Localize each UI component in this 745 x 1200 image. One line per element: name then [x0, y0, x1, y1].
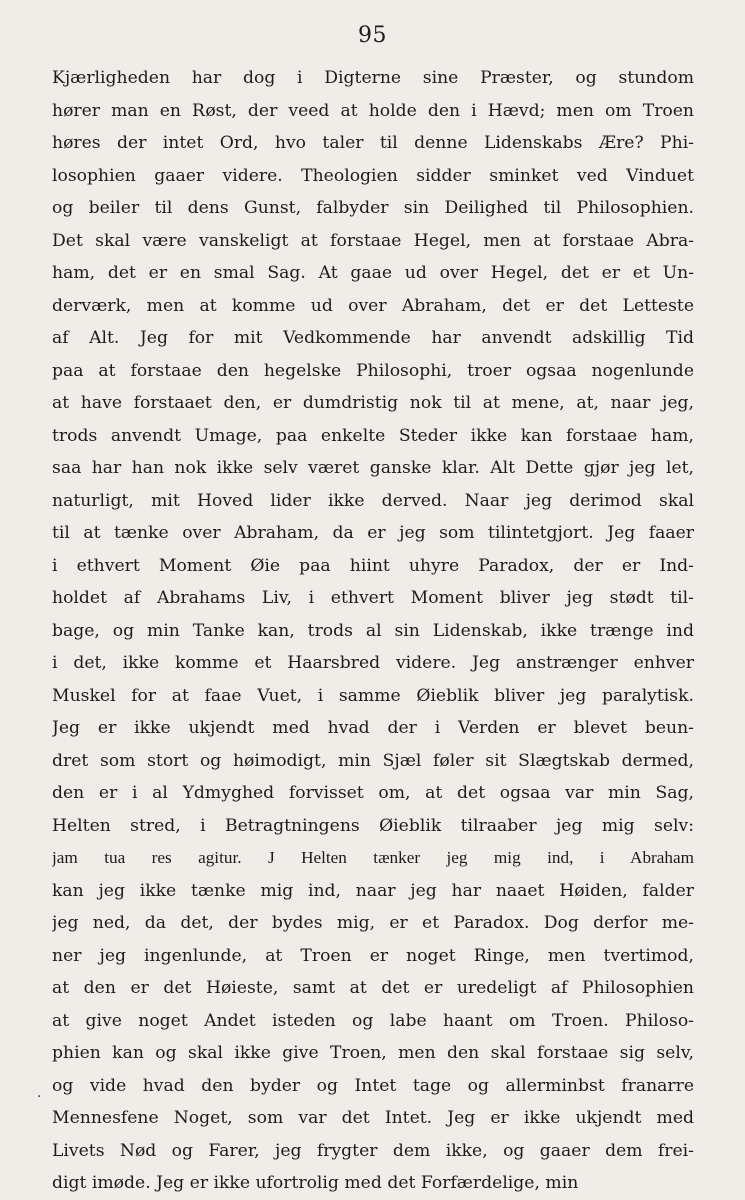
text-line: og beiler til dens Gunst, falbyder sin Deilighed til Philosophien. — [52, 198, 694, 218]
text-line: saa har han nok ikke selv været ganske klar. Alt Dette gjør jeg let, — [52, 458, 694, 478]
text-line: jam tua res agitur. J Helten tænker jeg mig ind, i Abraham — [52, 848, 694, 867]
text-line: i ethvert Moment Øie paa hiint uhyre Paradox, der er Ind- — [52, 555, 694, 576]
text-line: at have forstaaet den, er dumdristig nok til at mene, at, naar jeg, — [52, 393, 694, 413]
text-line: holdet af Abrahams Liv, i ethvert Moment bliver jeg stødt til- — [52, 588, 694, 608]
text-line: Mennesfene Noget, som var det Intet. Jeg er ikke ukjendt med — [52, 1108, 694, 1128]
text-line: trods anvendt Umage, paa enkelte Steder ikke kan forstaae ham, — [52, 425, 694, 446]
margin-mark: · — [37, 1089, 42, 1105]
text-line: den er i al Ydmyghed forvisset om, at det ogsaa var min Sag, — [52, 783, 694, 803]
text-line: dret som stort og høimodigt, min Sjæl føler sit Slægtskab dermed, — [52, 750, 694, 771]
text-line: phien kan og skal ikke give Troen, men den skal forstaae sig selv, — [52, 1043, 694, 1063]
text-line: kan jeg ikke tænke mig ind, naar jeg har naaet Høiden, falder — [52, 880, 694, 901]
text-line: Livets Nød og Farer, jeg frygter dem ikke, og gaaer dem frei- — [52, 1140, 694, 1161]
text-line: Muskel for at faae Vuet, i samme Øieblik bliver jeg paralytisk. — [52, 685, 694, 706]
text-line: hører man en Røst, der veed at holde den i Hævd; men om Troen — [52, 100, 694, 121]
text-line: at den er det Høieste, samt at det er uredeligt af Philosophien — [52, 978, 694, 998]
text-line: losophien gaaer videre. Theologien sidder sminket ved Vinduet — [52, 165, 694, 186]
text-line: derværk, men at komme ud over Abraham, det er det Letteste — [52, 295, 694, 316]
text-line: Det skal være vanskeligt at forstaae Hegel, men at forstaae Abra- — [52, 230, 694, 251]
text-line: i det, ikke komme et Haarsbred videre. Jeg anstrænger enhver — [52, 653, 694, 673]
text-line: Jeg er ikke ukjendt med hvad der i Verden er blevet beun- — [52, 718, 694, 738]
text-line: digt imøde. Jeg er ikke ufortrolig med det Forfærdelige, min — [52, 1173, 579, 1193]
text-line: høres der intet Ord, hvo taler til denne Lidenskabs Ære? Phi- — [52, 133, 694, 153]
text-line: naturligt, mit Hoved lider ikke derved. Naar jeg derimod skal — [52, 490, 694, 511]
text-line: Kjærligheden har dog i Digterne sine Præster, og stundom — [52, 68, 694, 88]
text-line: Helten stred, i Betragtningens Øieblik tilraaber jeg mig selv: — [52, 815, 694, 836]
text-line: jeg ned, da det, der bydes mig, er et Paradox. Dog derfor me- — [52, 913, 694, 933]
text-line: at give noget Andet isteden og labe haant om Troen. Philoso- — [52, 1010, 694, 1031]
text-line: ham, det er en smal Sag. At gaae ud over Hegel, det er et Un- — [52, 263, 694, 283]
body-text — [52, 62, 694, 1200]
text-line: og vide hvad den byder og Intet tage og allerminbst franarre — [52, 1075, 694, 1096]
text-line: paa at forstaae den hegelske Philosophi, troer ogsaa nogenlunde — [52, 360, 694, 381]
text-line: ner jeg ingenlunde, at Troen er noget Ringe, men tvertimod, — [52, 945, 694, 966]
text-line: bage, og min Tanke kan, trods al sin Lidenskab, ikke trænge ind — [52, 620, 694, 641]
text-line: af Alt. Jeg for mit Vedkommende har anvendt adskillig Tid — [52, 328, 694, 348]
text-line: til at tænke over Abraham, da er jeg som tilintetgjort. Jeg faaer — [52, 523, 694, 543]
page-number: 95 — [358, 23, 387, 48]
